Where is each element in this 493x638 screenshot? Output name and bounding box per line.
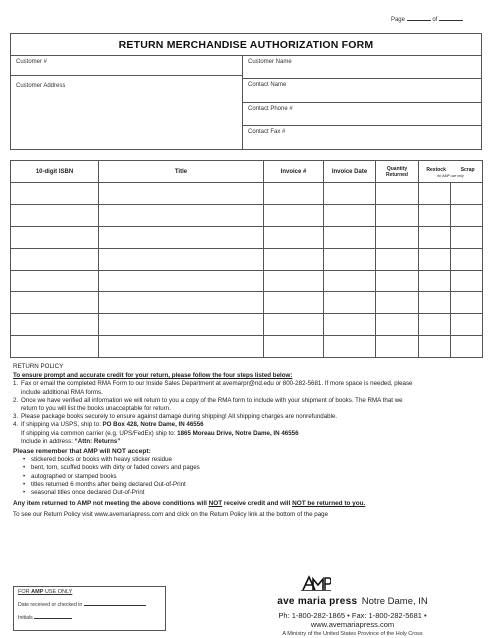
table-cell[interactable]: [451, 336, 483, 358]
table-cell[interactable]: [264, 336, 324, 358]
policy-heading: RETURN POLICY: [13, 363, 64, 370]
table-cell[interactable]: [419, 248, 451, 270]
list-item: [13, 397, 483, 413]
publisher-block: [240, 591, 465, 637]
table-cell[interactable]: [324, 248, 376, 270]
table-cell[interactable]: [324, 292, 376, 314]
table-cell[interactable]: [99, 226, 264, 248]
step-text: Once we have verified all information we will return to you a copy of the RMA form to include with your shipment of books. The RMA that we: [21, 396, 403, 404]
table-cell[interactable]: [419, 314, 451, 336]
invoice-number-header: Invoice #: [264, 161, 324, 183]
step-number: 2.: [13, 396, 19, 404]
table-cell[interactable]: [324, 183, 376, 205]
amp-logo-icon: [301, 575, 331, 591]
customer-number-label: Customer #: [16, 59, 48, 65]
table-cell[interactable]: [451, 248, 483, 270]
step-number: 3.: [13, 413, 19, 421]
returned-label: Returned: [386, 171, 408, 178]
return-policy: [13, 363, 483, 520]
list-item: [13, 421, 483, 446]
amp-use-box: [13, 586, 166, 631]
table-cell[interactable]: [264, 226, 324, 248]
table-cell[interactable]: [376, 226, 419, 248]
list-item: • stickered books or books with heavy sticker residue: [23, 456, 483, 464]
table-cell[interactable]: [451, 183, 483, 205]
contact-fax-label: Contact Fax #: [248, 128, 286, 135]
invoice-date-header: Invoice Date: [324, 161, 376, 183]
table-cell[interactable]: [451, 204, 483, 226]
customer-name-field[interactable]: [243, 56, 481, 79]
table-cell[interactable]: [264, 204, 324, 226]
amp-use-only-label: for AMP use only: [437, 174, 464, 178]
step-number: 4.: [13, 421, 19, 429]
use-only-label: USE ONLY: [43, 589, 73, 595]
customer-name-label: Customer Name: [248, 59, 292, 65]
table-cell[interactable]: [11, 270, 99, 292]
table-cell[interactable]: [419, 204, 451, 226]
step-text-cont: include additional RMA forms.: [21, 388, 103, 396]
table-cell[interactable]: [99, 270, 264, 292]
table-cell[interactable]: [376, 314, 419, 336]
date-received-blank[interactable]: [84, 601, 146, 606]
table-cell[interactable]: [264, 183, 324, 205]
table-cell[interactable]: [419, 226, 451, 248]
list-item: [13, 413, 483, 421]
initials-blank[interactable]: [34, 614, 72, 619]
table-row: [11, 336, 483, 358]
attn-value: “Attn: Returns”: [74, 437, 121, 445]
list-item: • seasonal titles once declared Out-of-Print: [23, 489, 483, 497]
amp-label: AMP: [31, 589, 44, 595]
restock-label: Restock: [426, 167, 446, 173]
carrier-address: 1865 Moreau Drive, Notre Dame, IN 46556: [177, 429, 299, 437]
usps-address: PO Box 428, Notre Dame, IN 46556: [102, 421, 204, 429]
returns-table: [10, 160, 483, 358]
policy-steps: [13, 380, 483, 446]
carrier-label: If shipping via common carrier (e.g. UPS/FedEx) ship to:: [21, 429, 178, 437]
list-item: [13, 380, 483, 396]
page-blank[interactable]: [407, 16, 431, 21]
list-item: • bent, torn, scuffed books with dirty or faded covers and pages: [23, 464, 483, 472]
table-cell[interactable]: [376, 292, 419, 314]
table-cell[interactable]: [264, 248, 324, 270]
publisher-ministry: A Ministry of the United States Province of the Holy Cross: [282, 631, 423, 637]
initials-line: [18, 614, 161, 621]
date-received-line: [18, 601, 161, 608]
table-cell[interactable]: [11, 226, 99, 248]
isbn-header: 10-digit ISBN: [11, 161, 99, 183]
table-cell[interactable]: [324, 314, 376, 336]
table-cell[interactable]: [376, 336, 419, 358]
quantity-label: Quantity: [386, 165, 408, 172]
warn-not-returned: NOT be returned to you.: [292, 500, 366, 508]
step-text: Fax or email the completed RMA Form to our Inside Sales Department at avemarpr@nd.edu or 800-282-5681. If more space is needed, please: [21, 380, 413, 388]
table-cell[interactable]: [99, 314, 264, 336]
table-cell[interactable]: [376, 270, 419, 292]
page-number: [391, 16, 463, 23]
table-cell[interactable]: [11, 248, 99, 270]
contact-phone-label: Contact Phone #: [248, 105, 293, 112]
contact-name-label: Contact Name: [248, 82, 287, 89]
amp-use-header: [419, 161, 483, 183]
table-row: [11, 292, 483, 314]
table-cell[interactable]: [324, 204, 376, 226]
table-cell[interactable]: [451, 226, 483, 248]
table-cell[interactable]: [376, 183, 419, 205]
contact-fax-field[interactable]: [243, 126, 481, 149]
table-cell[interactable]: [11, 336, 99, 358]
scrap-label: Scrap: [460, 167, 475, 173]
for-label: FOR: [18, 589, 32, 595]
form-title: RETURN MERCHANDISE AUTHORIZATION FORM: [11, 34, 481, 56]
title-header: Title: [99, 161, 264, 183]
warning-text: [13, 500, 483, 508]
table-cell[interactable]: [99, 248, 264, 270]
contact-name-field[interactable]: [243, 79, 481, 102]
table-cell[interactable]: [11, 314, 99, 336]
step-number: 1.: [13, 380, 19, 388]
publisher-location: Notre Dame, IN: [361, 596, 428, 607]
table-cell[interactable]: [99, 204, 264, 226]
customer-address-label: Customer Address: [16, 83, 66, 89]
table-cell[interactable]: [419, 336, 451, 358]
table-cell[interactable]: [451, 292, 483, 314]
table-cell[interactable]: [99, 292, 264, 314]
initials-label: Initials: [18, 615, 33, 621]
contact-phone-field[interactable]: [243, 103, 481, 126]
warn-not: NOT: [208, 500, 223, 508]
table-cell[interactable]: [99, 336, 264, 358]
publisher-contacts: Ph: 1-800-282-1865 • Fax: 1-800-282-5681 • www.avemariapress.com: [278, 611, 427, 629]
step-text: Please package books securely to ensure against damage during shipping! All shipping charges are nonrefundable.: [21, 413, 338, 421]
table-cell[interactable]: [419, 183, 451, 205]
table-cell[interactable]: [451, 270, 483, 292]
table-cell[interactable]: [451, 314, 483, 336]
table-row: [11, 226, 483, 248]
table-cell[interactable]: [264, 292, 324, 314]
table-cell[interactable]: [264, 270, 324, 292]
table-cell[interactable]: [11, 204, 99, 226]
table-row: [11, 314, 483, 336]
of-label: of: [432, 17, 438, 23]
usps-label: If shipping via USPS, ship to:: [21, 421, 103, 429]
customer-address-field[interactable]: [11, 76, 242, 92]
table-cell[interactable]: [11, 183, 99, 205]
list-item: • autographed or stamped books: [23, 473, 483, 481]
warn-part: Any item returned to AMP not meeting the above conditions will: [13, 500, 209, 508]
table-cell[interactable]: [419, 270, 451, 292]
policy-link-text: To see our Return Policy visit www.avemariapress.com and click on the Return Policy link at the bottom of the page: [13, 511, 329, 519]
table-cell[interactable]: [11, 292, 99, 314]
amp-use-title: [18, 589, 161, 595]
publisher-name: ave maria press: [277, 596, 358, 607]
table-cell[interactable]: [324, 336, 376, 358]
table-row: [11, 183, 483, 205]
page-label: Page: [390, 17, 405, 23]
customer-number-field[interactable]: [11, 56, 242, 76]
table-cell[interactable]: [419, 292, 451, 314]
list-item: • titles returned 6 months after being declared Out-of-Print: [23, 481, 483, 489]
table-cell[interactable]: [376, 204, 419, 226]
table-cell[interactable]: [264, 314, 324, 336]
of-blank[interactable]: [439, 16, 463, 21]
customer-info-box: [10, 33, 482, 150]
not-accept-list: [13, 456, 483, 497]
warn-part: receive credit and will: [222, 500, 293, 508]
policy-intro: To ensure prompt and accurate credit for your return, please follow the four steps listed below:: [13, 372, 293, 380]
table-cell[interactable]: [324, 270, 376, 292]
quantity-returned-header: [376, 161, 419, 183]
table-cell[interactable]: [324, 226, 376, 248]
attn-label: Include in address:: [21, 437, 75, 445]
not-accept-heading: Please remember that AMP will NOT accept:: [13, 448, 151, 456]
table-cell[interactable]: [376, 248, 419, 270]
table-cell[interactable]: [99, 183, 264, 205]
table-row: [11, 248, 483, 270]
date-received-label: Date received or checked in: [18, 602, 83, 608]
table-row: [11, 270, 483, 292]
step-text-cont: return to you will list the books unacceptable for return.: [21, 405, 171, 413]
table-row: [11, 204, 483, 226]
